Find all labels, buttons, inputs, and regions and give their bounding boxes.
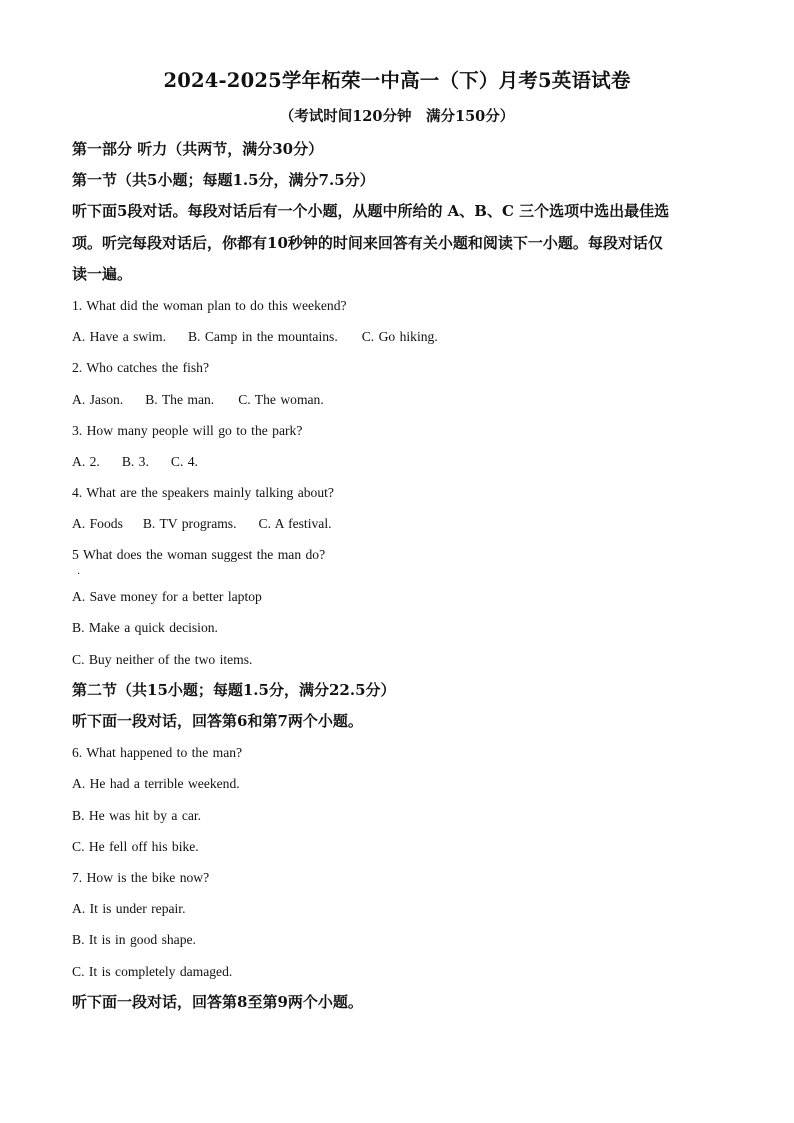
question-7-stem: 7. How is the bike now? [72, 870, 210, 885]
question-5-stem: 5 What does the woman suggest the man do? [72, 547, 326, 562]
q1-option-a: A. Have a swim. [72, 329, 166, 344]
instruction-line-2: 项。听完每段对话后，你都有10秒钟的时间来回答有关小题和阅读下一小题。每段对话仅 [72, 234, 663, 252]
q6-option-a: A. He had a terrible weekend. [72, 776, 240, 791]
q7-option-c: C. It is completely damaged. [72, 964, 233, 979]
q6-option-b: B. He was hit by a car. [72, 808, 202, 823]
instruction-line-1: 听下面5段对话。每段对话后有一个小题，从题中所给的 A、B、C 三个选项中选出最佳选 [72, 202, 670, 220]
question-4-stem: 4. What are the speakers mainly talking about? [72, 485, 334, 500]
q4-option-b: B. TV programs. [142, 516, 237, 531]
question-1-options [72, 330, 438, 344]
exam-title: 2024-2025学年柘荣一中高一（下）月考5英语试卷 [163, 69, 631, 92]
question-2-options [72, 393, 324, 407]
question-3-stem: 3. How many people will go to the park? [72, 423, 303, 438]
section2-intro-8-9: 听下面一段对话，回答第8至第9两个小题。 [72, 993, 363, 1011]
instruction-line-3: 读一遍。 [72, 265, 133, 283]
q4-option-c: C. A festival. [258, 516, 332, 531]
section2-intro-6-7: 听下面一段对话，回答第6和第7两个小题。 [72, 712, 363, 730]
exam-subtitle: （考试时间120分钟 满分150分） [279, 108, 515, 125]
q7-option-b: B. It is in good shape. [72, 932, 196, 947]
q3-option-b: B. 3. [121, 454, 149, 469]
q1-option-c: C. Go hiking. [361, 329, 438, 344]
period-mark: ． [77, 566, 87, 577]
question-2-stem: 2. Who catches the fish? [72, 360, 209, 375]
question-6-stem: 6. What happened to the man? [72, 745, 243, 760]
q3-option-c: C. 4. [170, 454, 198, 469]
q2-option-c: C. The woman. [238, 392, 324, 407]
part1-heading: 第一部分 听力（共两节，满分30分） [72, 140, 324, 158]
section2-heading: 第二节（共15小题；每题1.5分，满分22.5分） [72, 681, 396, 699]
q2-option-b: B. The man. [145, 392, 215, 407]
q3-option-a: A. 2. [72, 454, 100, 469]
question-4-options [72, 517, 332, 531]
q5-option-c: C. Buy neither of the two items. [72, 652, 253, 667]
question-1-stem: 1. What did the woman plan to do this weekend? [72, 298, 347, 313]
question-3-options [72, 455, 198, 469]
q4-option-a: A. Foods [72, 516, 123, 531]
q1-option-b: B. Camp in the mountains. [187, 329, 338, 344]
section1-heading: 第一节（共5小题；每题1.5分，满分7.5分） [72, 171, 375, 189]
q7-option-a: A. It is under repair. [72, 901, 186, 916]
q6-option-c: C. He fell off his bike. [72, 839, 199, 854]
q2-option-a: A. Jason. [72, 392, 124, 407]
q5-option-a: A. Save money for a better laptop [72, 589, 262, 604]
q5-option-b: B. Make a quick decision. [72, 620, 218, 635]
